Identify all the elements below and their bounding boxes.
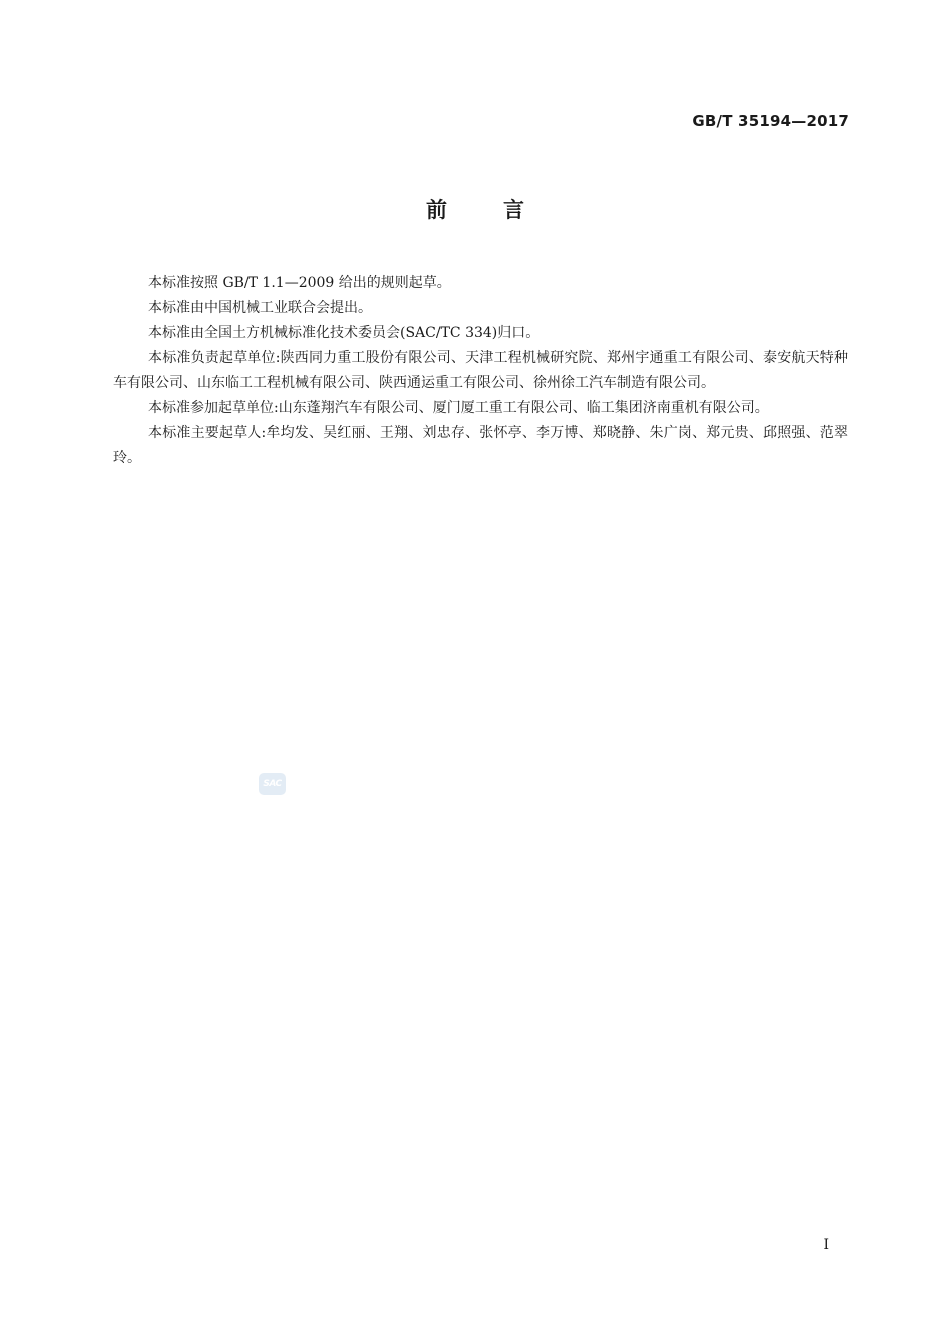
paragraph-proposer: 本标准由中国机械工业联合会提出。 xyxy=(148,300,372,316)
foreword-body xyxy=(113,271,848,471)
paragraph-main-drafting-units: 本标准负责起草单位:陕西同力重工股份有限公司、天津工程机械研究院、郑州宇通重工有限公司、泰安航天特种车有限公司、山东临工工程机械有限公司、陕西通运重工有限公司、徐州徐工汽车制造有限公司。 xyxy=(113,350,848,391)
paragraph-participating-units: 本标准参加起草单位:山东蓬翔汽车有限公司、厦门厦工重工有限公司、临工集团济南重机有限公司。 xyxy=(148,400,769,416)
paragraph-drafting-rules: 本标准按照 GB/T 1.1—2009 给出的规则起草。 xyxy=(148,275,451,291)
paragraph-committee: 本标准由全国土方机械标准化技术委员会(SAC/TC 334)归口。 xyxy=(148,325,540,341)
standard-number: GB/T 35194—2017 xyxy=(692,112,849,130)
page-number: I xyxy=(823,1237,829,1253)
page-title: 前言 xyxy=(426,198,580,222)
paragraph-drafters: 本标准主要起草人:牟均发、吴红丽、王翔、刘忠存、张怀亭、李万博、郑晓静、朱广岗、郑元贵、邱照强、范翠玲。 xyxy=(113,425,848,466)
sac-watermark-logo: SAC xyxy=(259,773,286,795)
